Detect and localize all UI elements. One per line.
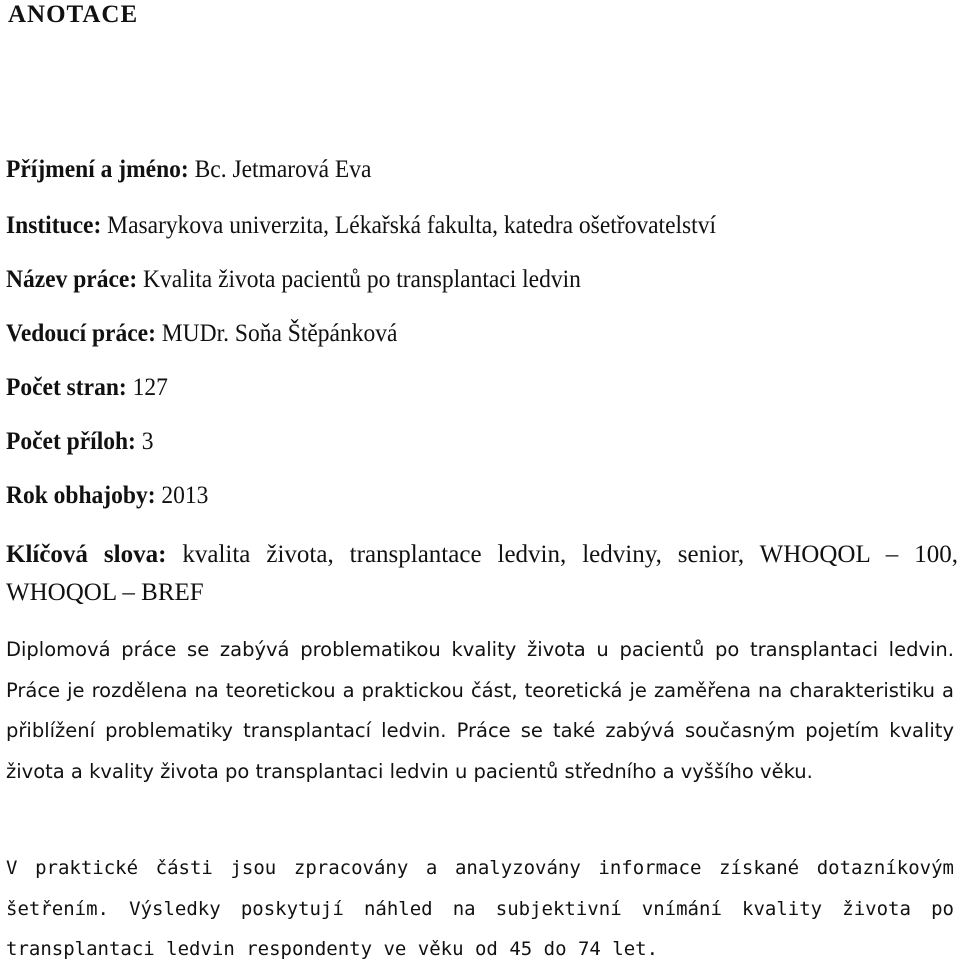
supervisor-value: MUDr. Soňa Štěpánková	[161, 320, 398, 347]
supervisor-label: Vedoucí práce:	[6, 320, 156, 347]
keywords-block	[6, 536, 958, 612]
name-label: Příjmení a jméno:	[6, 156, 189, 183]
meta-pages	[6, 372, 168, 404]
year-value: 2013	[161, 482, 209, 509]
keywords-value: kvalita života, transplantace ledvin, ledviny, senior, WHOQOL – 100,	[182, 541, 959, 568]
keywords-line-1	[6, 536, 958, 574]
pages-label: Počet stran:	[6, 374, 127, 401]
meta-name	[6, 154, 371, 186]
abstract-paragraph-2: V praktické části jsou zpracovány a analyzovány informace získané dotazníkovým šetřením. Výsledky poskytují náhled na subjektivní vnímání kvality života po transplantaci ledvin respondenty ve věku od 45 do 74 let.	[6, 857, 954, 961]
meta-year	[6, 480, 208, 512]
institution-label: Instituce:	[6, 212, 102, 239]
keywords-label: Klíčová slova:	[6, 541, 167, 568]
institution-value: Masarykova univerzita, Lékařská fakulta, katedra ošetřovatelství	[107, 212, 716, 239]
meta-title	[6, 264, 581, 296]
meta-appendices	[6, 426, 154, 458]
abstract-paragraph-1: Diplomová práce se zabývá problematikou kvality života u pacientů po transplantaci ledvin. Práce je rozdělena na teoretickou a praktickou část, teoretická je zaměřena na charakteristiku a přiblížení problematiky transplantací ledvin. Práce se také zabývá současným pojetím kvality života a kvality života po transplantaci ledvin u pacientů středního a vyššího věku.	[6, 638, 954, 783]
pages-value: 127	[132, 374, 168, 401]
keywords-line-2: WHOQOL – BREF	[6, 579, 204, 606]
name-value: Bc. Jetmarová Eva	[194, 156, 372, 183]
appendices-value: 3	[141, 428, 154, 455]
appendices-label: Počet příloh:	[6, 428, 136, 455]
meta-supervisor	[6, 318, 397, 350]
year-label: Rok obhajoby:	[6, 482, 156, 509]
title-label: Název práce:	[6, 266, 138, 293]
page-heading: ANOTACE	[8, 1, 139, 28]
title-value: Kvalita života pacientů po transplantaci ledvin	[143, 266, 581, 293]
meta-institution	[6, 210, 716, 242]
